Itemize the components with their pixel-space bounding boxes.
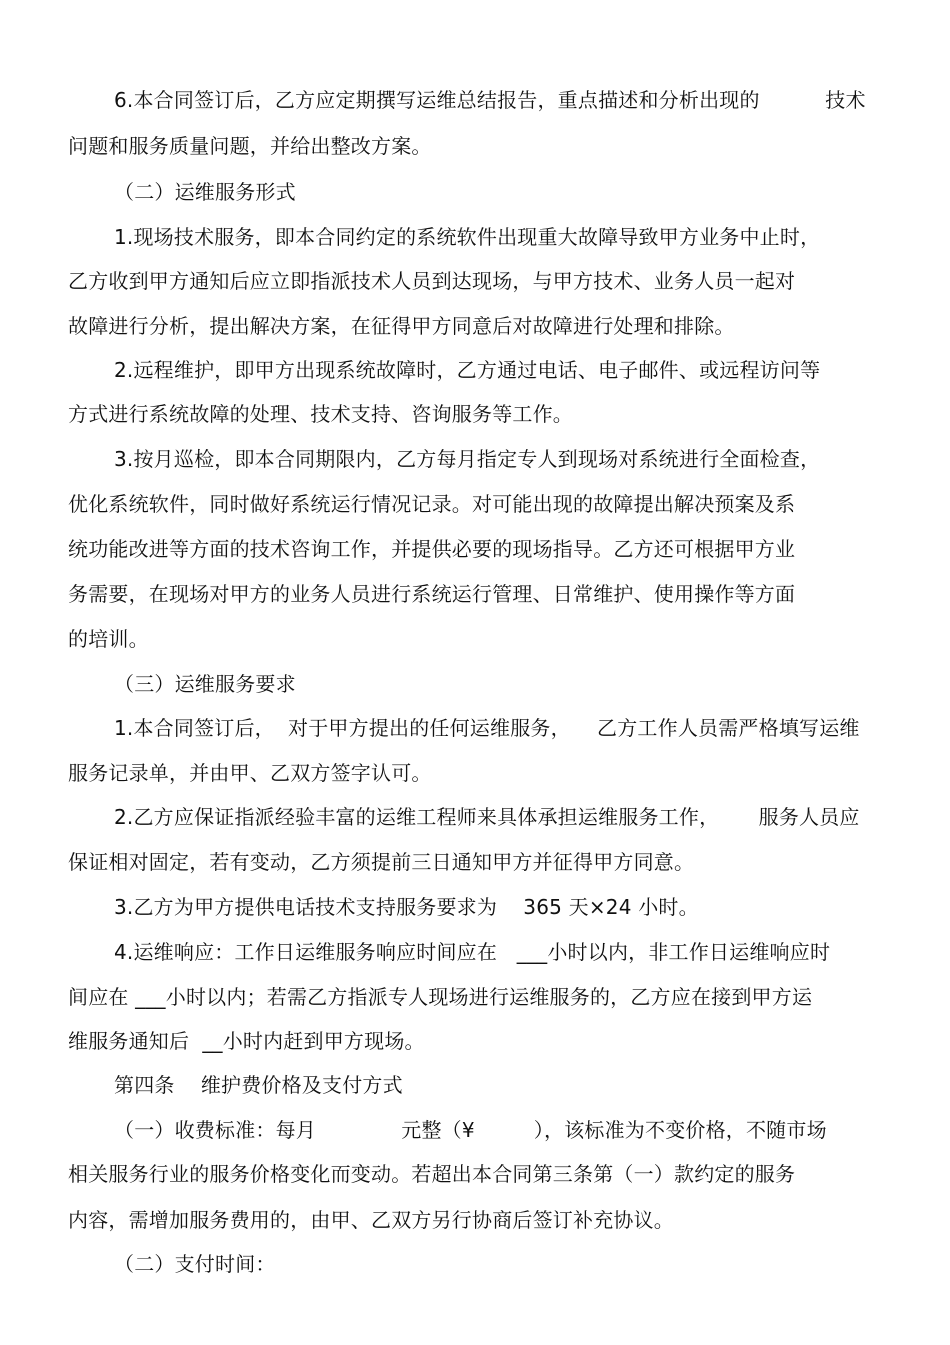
text-line: 故障进行分析，提出解决方案，在征得甲方同意后对故障进行处理和排除。: [68, 314, 735, 338]
section-heading: （三）运维服务要求: [114, 672, 296, 696]
text-line: 优化系统软件，同时做好系统运行情况记录。对可能出现的故障提出解决预案及系: [68, 492, 796, 516]
text-line: 统功能改进等方面的技术咨询工作，并提供必要的现场指导。乙方还可根据甲方业: [68, 537, 796, 561]
text-line: 的培训。: [68, 627, 149, 651]
text-line: （一）收费标准：每月 元整（¥ ），该标准为不变价格，不随市场: [114, 1118, 827, 1142]
article-heading: 第四条 维护费价格及支付方式: [114, 1073, 403, 1097]
text-line: 内容，需增加服务费用的，由甲、乙双方另行协商后签订补充协议。: [68, 1208, 674, 1232]
text-line: 维服务通知后 __小时内赶到甲方现场。: [68, 1029, 425, 1053]
text-line: 3.乙方为甲方提供电话技术支持服务要求为 365 天×24 小时。: [114, 895, 699, 919]
text-line: 6.本合同签订后，乙方应定期撰写运维总结报告，重点描述和分析出现的 技术: [114, 88, 866, 112]
section-heading: （二）运维服务形式: [114, 180, 296, 204]
text-line: 服务记录单，并由甲、乙双方签字认可。: [68, 761, 432, 785]
text-line: 间应在 ___小时以内；若需乙方指派专人现场进行运维服务的，乙方应在接到甲方运: [68, 985, 813, 1009]
text-line: 相关服务行业的服务价格变化而变动。若超出本合同第三条第（一）款约定的服务: [68, 1162, 796, 1186]
text-line: 务需要，在现场对甲方的业务人员进行系统运行管理、日常维护、使用操作等方面: [68, 582, 796, 606]
text-line: 4.运维响应：工作日运维服务响应时间应在 ___小时以内，非工作日运维响应时: [114, 940, 831, 964]
text-line: 2.乙方应保证指派经验丰富的运维工程师来具体承担运维服务工作， 服务人员应: [114, 805, 860, 829]
text-line: 2.远程维护，即甲方出现系统故障时，乙方通过电话、电子邮件、或远程访问等: [114, 358, 821, 382]
text-line: 1.本合同签订后， 对于甲方提出的任何运维服务， 乙方工作人员需严格填写运维: [114, 716, 860, 740]
text-line: 保证相对固定，若有变动，乙方须提前三日通知甲方并征得甲方同意。: [68, 850, 695, 874]
section-heading: （二）支付时间：: [114, 1252, 276, 1276]
text-line: 3.按月巡检，即本合同期限内，乙方每月指定专人到现场对系统进行全面检查，: [114, 447, 821, 471]
text-line: 问题和服务质量问题，并给出整改方案。: [68, 134, 432, 158]
text-line: 方式进行系统故障的处理、技术支持、咨询服务等工作。: [68, 402, 573, 426]
text-line: 1.现场技术服务，即本合同约定的系统软件出现重大故障导致甲方业务中止时，: [114, 225, 821, 249]
text-line: 乙方收到甲方通知后应立即指派技术人员到达现场，与甲方技术、业务人员一起对: [68, 269, 796, 293]
